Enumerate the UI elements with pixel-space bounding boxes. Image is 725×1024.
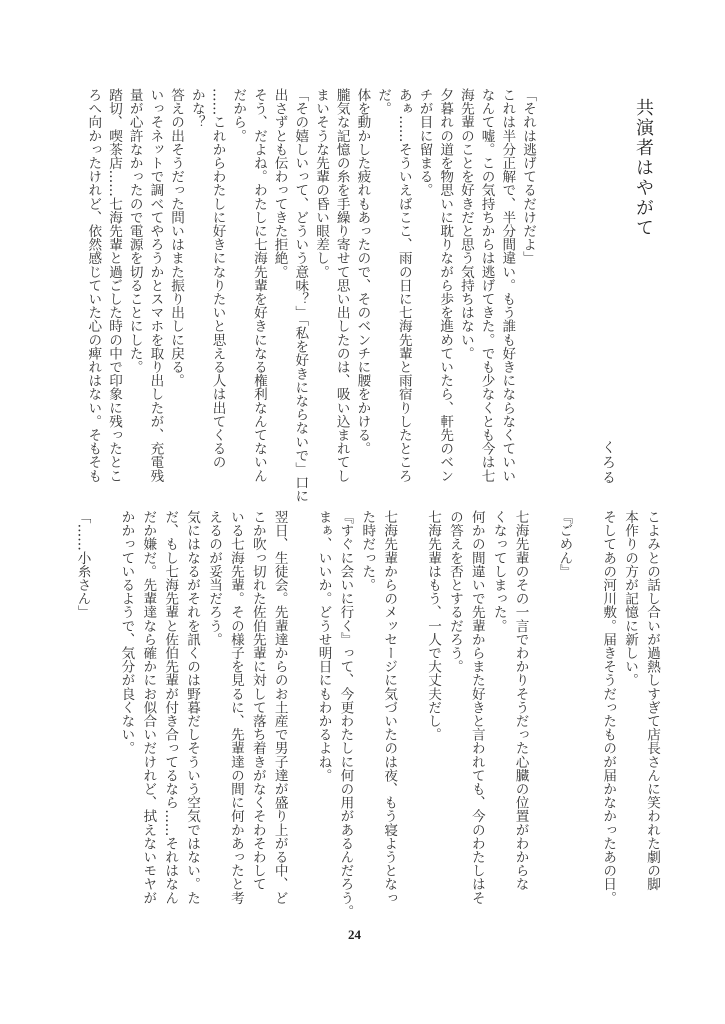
text-column: 「それは逃げてるだけだよ」 [520, 88, 536, 265]
text-column: 何かの間違いで先輩からまた好きと言われても、今のわたしはそ [468, 510, 485, 905]
text-column: こか吹っ切れた佐伯先輩に対して落ち着きがなくそわそわして [249, 510, 266, 891]
text-column: 海先輩のことを好きだと思う気持ちはない。 [457, 88, 474, 360]
text-column: の答えを否とするだろう。 [446, 510, 463, 674]
text-column: こよみとの話し合いが過熱しすぎて店長さんに笑われた劇の脚 [644, 510, 660, 891]
text-column: だ、もし七海先輩と佐伯先輩が付き合ってるなら……それはなん [162, 510, 179, 905]
text-column: あぁ……そういえばここ、雨の日に七海先輩と雨宿りしたところ [395, 88, 412, 483]
text-column: いる七海先輩。その様子を見るに、先輩達の間に何かあったと考 [227, 510, 244, 905]
text-column: 「その嬉しいって、どういう意味？」「私を好きにならないで」口に [292, 88, 309, 503]
text-column: 本作りの方が記憶に新しい。 [622, 510, 639, 687]
story-title: 共演者はやがて [633, 98, 654, 238]
text-column: これは半分正解で、半分間違い。もう誰も好きにならなくていい [499, 88, 516, 483]
author-name: くろる [600, 440, 616, 485]
text-column: そう、だよね。わたしに七海先輩を好きになる権利なんてないん [250, 88, 267, 483]
text-column: かな？ [188, 88, 205, 129]
text-column: いっそネットで調べてやろうかとスマホを取り出したが、充電残 [147, 88, 164, 483]
text-column: くなってしまった。 [490, 510, 507, 633]
text-column: 量が心許なかったので電源を切ることにした。 [126, 88, 143, 374]
text-column: だ。 [375, 88, 392, 116]
text-column: た時だった。 [359, 510, 376, 592]
text-column: そしてあの河川敷。届きそうだったものが届かなかったあの日。 [600, 510, 617, 905]
text-column: 体を動かした疲れもあったので、そのベンチに腰をかける。 [354, 88, 371, 456]
text-column: かかっているようで、気分が良くない。 [118, 510, 135, 755]
text-column: まぁ、いいか。どうせ明日にもわかるよね。 [315, 510, 332, 782]
text-column: ろへ向かったけれど、依然感じていた心の痺れはない。そもそも [85, 88, 102, 483]
text-column: ……これからわたしに好きになりたいと思える人は出てくるの [209, 88, 226, 469]
text-column: だか嫌だ。先輩達なら確かにお似合いだけれど、拭えないモヤが [140, 510, 157, 905]
text-column: まいそうな先輩の昏い眼差し。 [313, 88, 329, 279]
text-column: 答えの出そうだった問いはまた振り出しに戻る。 [168, 88, 185, 388]
text-column: 七海先輩からのメッセージに気づいたのは夜、もう寝ようとなっ [381, 510, 398, 905]
text-column: 朧気な記憶の糸を手繰り寄せて思い出したのは、吸い込まれてし [333, 88, 350, 483]
text-column: なんて嘘。この気持ちからは逃げてきた。でも少なくとも今は七 [478, 88, 495, 483]
page-number: 24 [348, 927, 361, 942]
text-column: 『すぐに会いに行く』って、今更わたしに何の用があるんだろう。 [337, 510, 354, 918]
text-column: 翌日、生徒会。先輩達からのお土産で男子達が盛り上がる中、ど [271, 510, 288, 905]
text-column: 気にはなるがそれを訊くのは野暮だしそういう空気ではない。た [184, 510, 201, 905]
text-column: だから。 [230, 88, 247, 143]
text-column: 夕暮れの道を物思いに耽りながら歩を進めていたら、軒先のベン [437, 88, 454, 483]
text-column: 七海先輩はもう、一人で大丈夫だし。 [425, 510, 441, 742]
text-column: 『ごめん』 [556, 510, 573, 578]
text-column: えるのが妥当だろう。 [206, 510, 222, 646]
text-column: 「……小糸さん」 [74, 510, 91, 619]
text-column: チが目に留まる。 [416, 88, 433, 197]
text-column: 踏切、喫茶店……七海先輩と過ごした時の中で印象に残ったとこ [106, 88, 122, 483]
text-column: 出さずとも伝わってきた拒絶。 [271, 88, 288, 279]
text-column: 七海先輩のその一言でわかりそうだった心臓の位置がわからな [512, 510, 529, 891]
